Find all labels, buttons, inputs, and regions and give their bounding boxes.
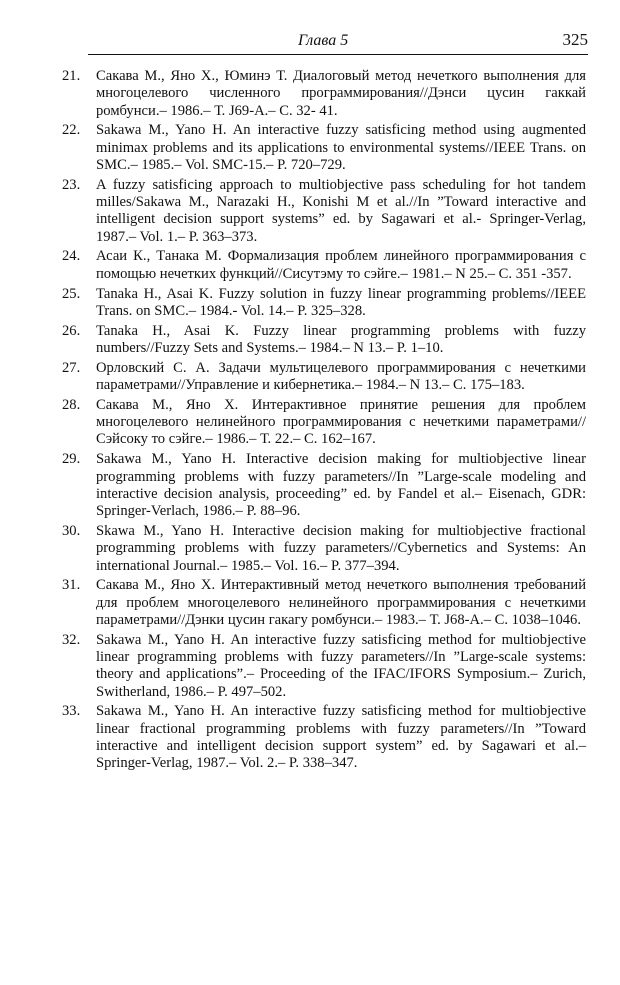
reference-item [62, 177, 586, 246]
reference-item [62, 360, 586, 395]
page-number: 325 [562, 30, 588, 49]
header-rule [88, 54, 588, 55]
reference-list [62, 68, 586, 775]
reference-text: Сакава М., Яно Х., Юминэ Т. Диалоговый метод нечеткого выполнения для многоцелевого численного программирования//Дэнси цусин гаккай ромбунси.– 1986.– Т. J69-A.– С. 32- 41. [96, 68, 586, 119]
reference-number: 30. [62, 522, 81, 539]
chapter-title: Глава 5 [298, 32, 349, 49]
reference-item [62, 703, 586, 772]
page-header [88, 28, 588, 54]
reference-item [62, 632, 586, 701]
reference-text: Sakawa M., Yano H. An interactive fuzzy satisficing method using augmented minimax problems and its applications to environmental systems//IEEE Trans. on SMC.– 1985.– Vol. SMC-15.– P. 720–729. [96, 122, 586, 173]
reference-item [62, 523, 586, 575]
reference-item [62, 323, 586, 358]
reference-item [62, 397, 586, 449]
reference-item [62, 451, 586, 520]
reference-number: 22. [62, 122, 81, 139]
reference-text: Skawa M., Yano H. Interactive decision making for multiobjective fractional programming problems with fuzzy parameters//Cybernetics and Systems: An international Journal.– 1985.– Vol. 16.– P. 377–394. [96, 522, 586, 574]
reference-item [62, 577, 586, 629]
reference-item [62, 286, 586, 321]
reference-text: Сакава М., Яно Х. Интерактивный метод нечеткого выполнения требований для проблем многоцелевого нелинейного программирования с нечеткими параметрами//Дэнки цусин гакагу ромбунси.– 1983.– Т. J68-A.– С. 1038–1046. [96, 577, 586, 628]
reference-number: 24. [62, 248, 81, 265]
reference-number: 31. [62, 577, 81, 594]
reference-number: 26. [62, 322, 81, 339]
reference-item [62, 248, 586, 283]
reference-item [62, 122, 586, 174]
reference-text: Sakawa M., Yano H. An interactive fuzzy satisficing method for multiobjective linear programming problems with fuzzy parameters//In ”Large-scale systems: theory and applications”.– Proceeding of the IFAC/IFORS Symposium.– Zurich, Switherland, 1986.– P. 497–502. [96, 631, 586, 700]
reference-number: 21. [62, 68, 81, 84]
reference-text: Сакава М., Яно Х. Интерактивное принятие решения для проблем многоцелевого нелинейного программирования с нечеткими параметрами//Сэйсоку то сэйге.– 1986.– Т. 22.– С. 162–167. [96, 396, 586, 448]
reference-text: Tanaka H., Asai K. Fuzzy linear programming problems with fuzzy numbers//Fuzzy Sets and Systems.– 1984.– N 13.– P. 1–10. [96, 322, 586, 356]
reference-number: 32. [62, 631, 81, 648]
reference-text: Асаи К., Танака М. Формализация проблем линейного программирования с помощью нечетких функций//Сисутэму то сэйге.– 1981.– N 25.– С. 351 -357. [96, 248, 586, 282]
reference-number: 25. [62, 285, 81, 302]
reference-text: Орловский С. А. Задачи мультицелевого программирования с нечеткими параметрами//Управление и кибернетика.– 1984.– N 13.– С. 175–183. [96, 359, 586, 394]
reference-item [62, 68, 586, 120]
reference-number: 27. [62, 359, 81, 376]
reference-text: A fuzzy satisficing approach to multiobjective pass scheduling for hot tandem milles/Sakawa M., Narazaki H., Konishi M et al.//In ”Toward interactive and intelligent decision support systems” ed. by Sagawari et al.- Springer-Verlag, 1987.– Vol. 1.– P. 363–373. [96, 176, 586, 245]
reference-text: Sakawa M., Yano H. An interactive fuzzy satisficing method for multiobjective linear fractional programming problems with fuzzy parameters//In ”Toward interactive and intelligent decision support system” ed. by Sagawari et al.– Springer-Verlag, 1987.– Vol. 2.– P. 338–347. [96, 703, 586, 772]
reference-text: Tanaka H., Asai K. Fuzzy solution in fuzzy linear programming problems//IEEE Trans. on SMC.– 1984.- Vol. 14.– P. 325–328. [96, 285, 586, 319]
reference-number: 28. [62, 396, 81, 413]
reference-number: 23. [62, 176, 81, 193]
reference-number: 33. [62, 703, 81, 720]
reference-text: Sakawa M., Yano H. Interactive decision making for multiobjective linear programming problems with fuzzy parameters//In ”Large-scale modeling and interactive decision analysis, proceeding” ed. by Fandel et al.– Eisenach, GDR: Springer-Verlach, 1986.– P. 88–96. [96, 451, 586, 520]
reference-number: 29. [62, 451, 81, 468]
